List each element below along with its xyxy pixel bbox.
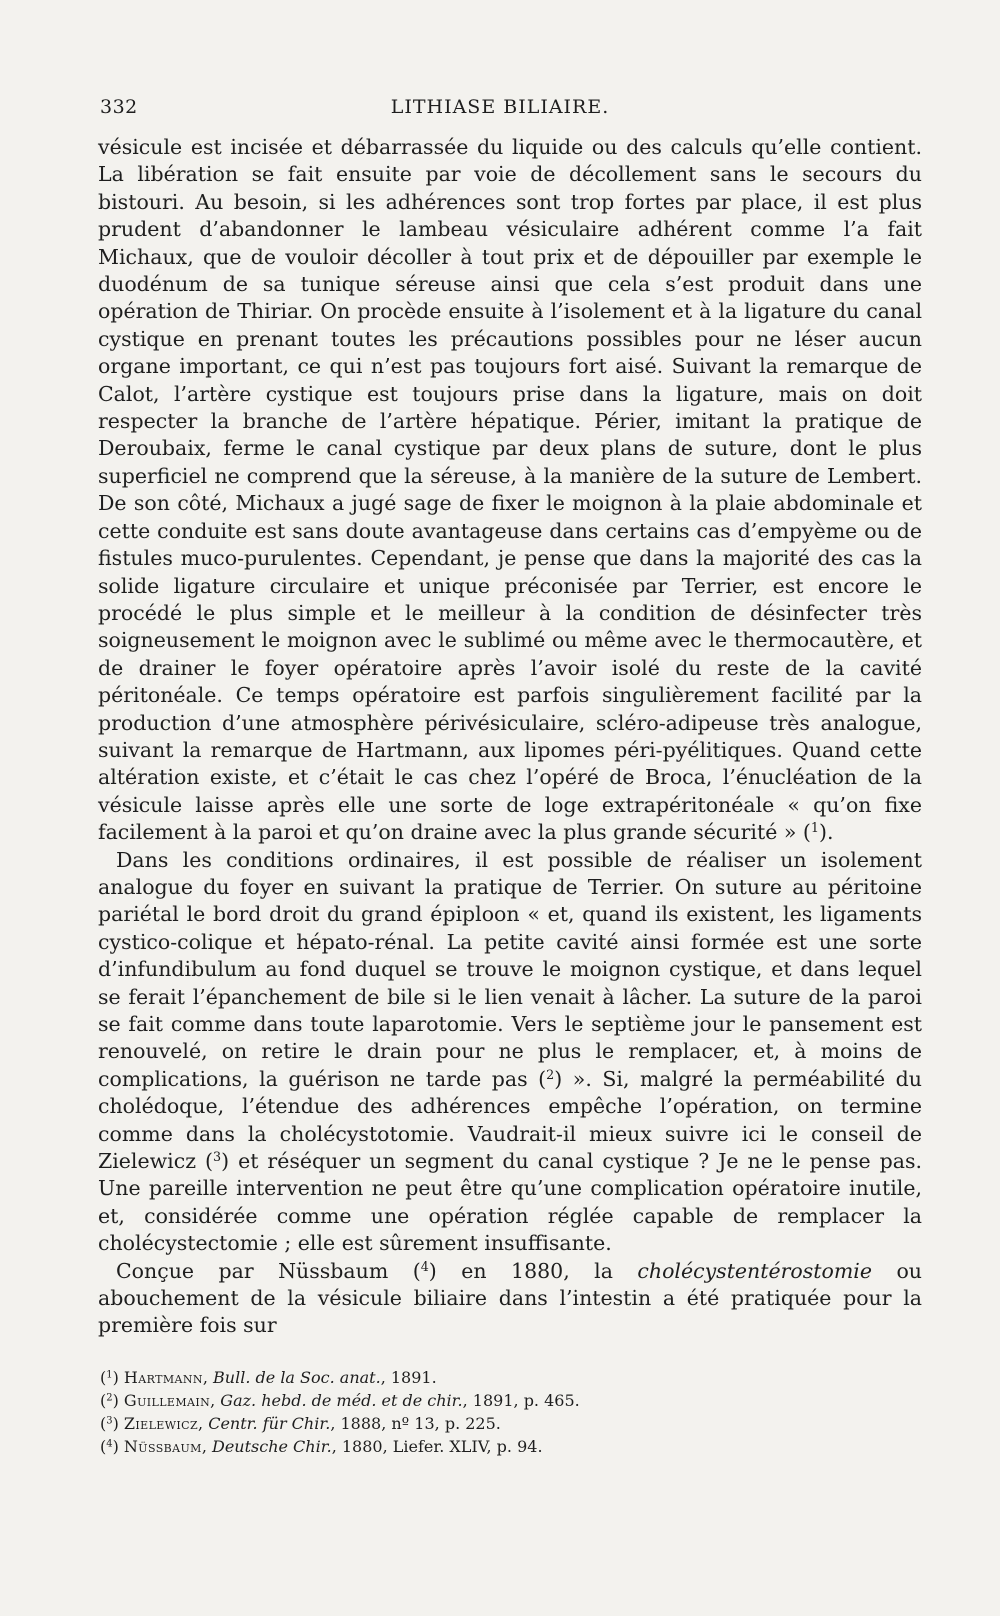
footnotes — [100, 1366, 900, 1458]
footnote-author: Nüssbaum — [123, 1437, 202, 1456]
footnote-number: 1 — [106, 1369, 113, 1381]
footnote-author: Hartmann — [123, 1368, 203, 1387]
paragraph — [98, 1258, 922, 1340]
footnote-number: 4 — [106, 1438, 113, 1450]
footnote-ref: 4 — [420, 1258, 429, 1274]
body-text — [98, 134, 922, 1340]
footnote-number: 2 — [106, 1392, 113, 1404]
text-run: ) ». Si, malgré la perméabilité du cholédoque, l’étendue des adhérences empêche l’opération, on termine comme dans la cholécystotomie. Vaudrait-il mieux suivre ici le conseil de Zielewicz ( — [98, 1066, 923, 1174]
running-title: LITHIASE BILIAIRE. — [390, 96, 610, 118]
footnote-ref: 2 — [546, 1066, 555, 1082]
footnote-ref: 3 — [213, 1149, 222, 1165]
footnote-details: , 1880, Liefer. XLIV, p. 94. — [331, 1437, 543, 1456]
footnote: ($^2$) Guillemain, Gaz. hebd. de méd. et de chir., 1891, p. 465. — [100, 1391, 580, 1410]
paragraph — [98, 134, 922, 847]
page-header — [100, 96, 900, 122]
footnote: ($^3$) Zielewicz, Centr. für Chir., 1888, nº 13, p. 225. — [100, 1414, 501, 1433]
text-run: ). — [819, 820, 834, 845]
text-run: Dans les conditions ordinaires, il est possible de réaliser un isolement analogue du foyer en suivant la pratique de Terrier. On suture au péritoine pariétal le bord droit du grand épiploon « et, quand ils existent, les ligaments cystico-colique et hépato-rénal. La petite cavité ainsi formée est une sorte d’infundibulum au fond duquel se trouve le moignon cystique, et dans lequel se ferait l’épanchement de bile si le lien venait à lâcher. La suture de la paroi se fait comme dans toute laparotomie. Vers le septième jour le pansement est renouvelé, on retire le drain pour ne plus le remplacer, et, à moins de complications, la guérison ne tarde pas ( — [98, 847, 922, 1091]
footnote-author: Guillemain — [123, 1391, 211, 1410]
footnote-journal: Deutsche Chir. — [211, 1437, 332, 1456]
footnote: ($^1$) Hartmann, Bull. de la Soc. anat., 1891. — [100, 1368, 437, 1387]
text-run: ou abouchement de la vésicule biliaire dans l’intestin a été pratiquée pour la première fois sur — [98, 1258, 922, 1338]
text-run: vésicule est incisée et débarrassée du liquide ou des calculs qu’elle contient. La libération se fait ensuite par voie de décollement sans le secours du bistouri. Au besoin, si les adhérences sont trop fortes par place, il est plus prudent d’abandonner le lambeau vésiculaire adhérent comme l’a fait Michaux, que de vouloir décoller à tout prix et de dépouiller par exemple le duodénum de sa tunique séreuse ainsi que cela s’est produit dans une opération de Thiriar. On procède ensuite à l’isolement et à la ligature du canal cystique en prenant toutes les précautions possibles pour ne léser aucun organe important, ce qui n’est pas toujours fort aisé. Suivant la remarque de Calot, l’artère cystique est toujours prise dans la ligature, mais on doit respecter la branche de l’artère hépatique. Périer, imitant la pratique de Deroubaix, ferme le canal cystique par deux plans de suture, dont le plus superficiel ne comprend que la séreuse, à la manière de la suture de Lembert. De son côté, Michaux a jugé sage de fixer le moignon à la plaie abdominale et cette conduite est sans doute avantageuse dans certains cas d’empyème ou de fistules muco-purulentes. Cependant, je pense que dans la majorité des cas la solide ligature circulaire et unique préconisée par Terrier, est encore le procédé le plus simple et le meilleur à la condition de désinfecter très soigneusement le moignon avec le sublimé ou même avec le thermocautère, et de drainer le foyer opératoire après l’avoir isolé du reste de la cavité péritonéale. Ce temps opératoire est parfois singulièrement facilité par la production d’une atmosphère périvésiculaire, scléro-adipeuse très analogue, suivant la remarque de Hartmann, aux lipomes péri-pyélitiques. Quand cette altération existe, et c’était le cas chez l’opéré de Broca, l’énucléation de la vésicule laisse après elle une sorte de loge extrapéritonéale « qu’on fixe facilement à la paroi et qu’on draine avec la plus grande sécurité » ( — [98, 135, 922, 845]
footnote-details: , 1891, p. 465. — [462, 1391, 580, 1410]
footnote-details: , 1888, nº 13, p. 225. — [330, 1414, 501, 1433]
footnote-ref: 1 — [810, 820, 819, 836]
italic-term: cholécystentérostomie — [637, 1258, 872, 1283]
text-run: Conçue par Nüssbaum ( — [116, 1258, 421, 1283]
page-number: 332 — [100, 96, 138, 118]
footnote-author: Zielewicz — [123, 1414, 199, 1433]
footnote-details: , 1891. — [380, 1368, 437, 1387]
footnote-number: 3 — [106, 1415, 113, 1427]
text-run: ) en 1880, la — [428, 1258, 638, 1283]
text-run: ) et réséquer un segment du canal cystique ? Je ne le pense pas. Une pareille intervention ne peut être qu’une complication opératoire inutile, et, considérée comme une opération réglée capable de remplacer la cholécystectomie ; elle est sûrement insuffisante. — [98, 1149, 922, 1256]
footnote: ($^4$) Nüssbaum, Deutsche Chir., 1880, Liefer. XLIV, p. 94. — [100, 1437, 543, 1456]
footnote-journal: Gaz. hebd. de méd. et de chir. — [220, 1391, 463, 1410]
paragraph — [98, 847, 922, 1258]
footnote-journal: Bull. de la Soc. anat. — [213, 1368, 381, 1387]
footnote-journal: Centr. für Chir. — [208, 1414, 331, 1433]
